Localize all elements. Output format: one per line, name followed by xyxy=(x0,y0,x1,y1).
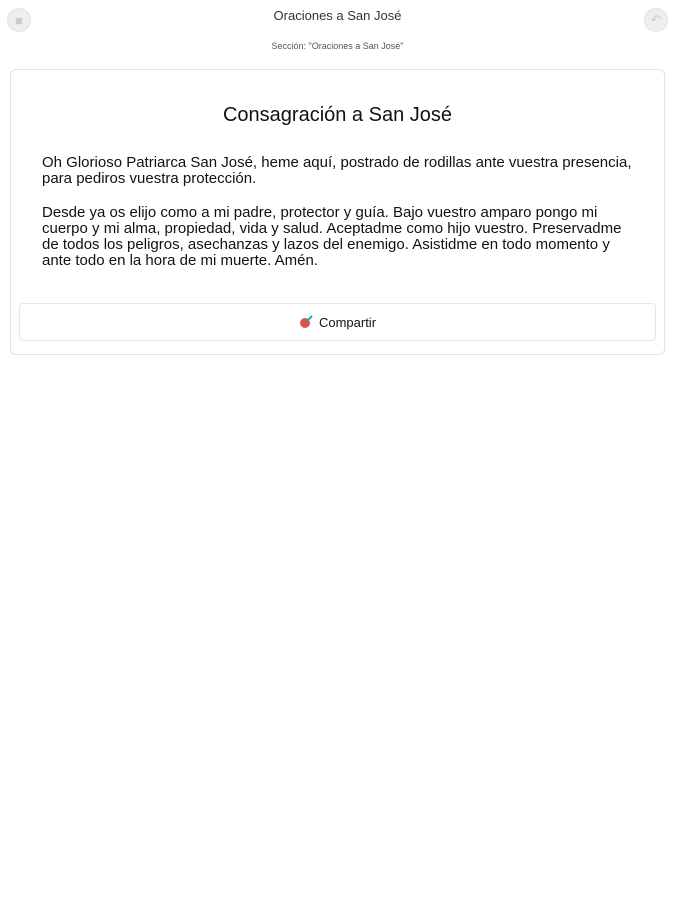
share-label: Compartir xyxy=(318,314,377,330)
prayer-paragraph: Oh Glorioso Patriarca San José, heme aquí, postrado de rodillas ante vuestra presencia, para pediros vuestra protección. xyxy=(42,154,632,187)
prayer-card xyxy=(10,69,665,355)
share-button[interactable] xyxy=(19,303,656,341)
menu-icon: ■ xyxy=(15,12,23,28)
back-arrow-icon: ↶ xyxy=(650,12,662,27)
section-label: Sección: "Oraciones a San José" xyxy=(271,41,404,51)
back-button[interactable] xyxy=(644,8,668,32)
prayer-paragraph: Desde ya os elijo como a mi padre, protector y guía. Bajo vuestro amparo pongo mi cuerpo y mi alma, propiedad, vida y salud. Aceptadme como hijo vuestro. Preservadme de todos los peligros, asechanzas y lazos del enemigo. Asistidme en todo momento y ante todo en la hora de mi muerte. Amén. xyxy=(42,204,622,269)
share-icon xyxy=(299,315,313,329)
prayer-title: Consagración a San José xyxy=(222,104,453,126)
page-title: Oraciones a San José xyxy=(273,8,402,23)
